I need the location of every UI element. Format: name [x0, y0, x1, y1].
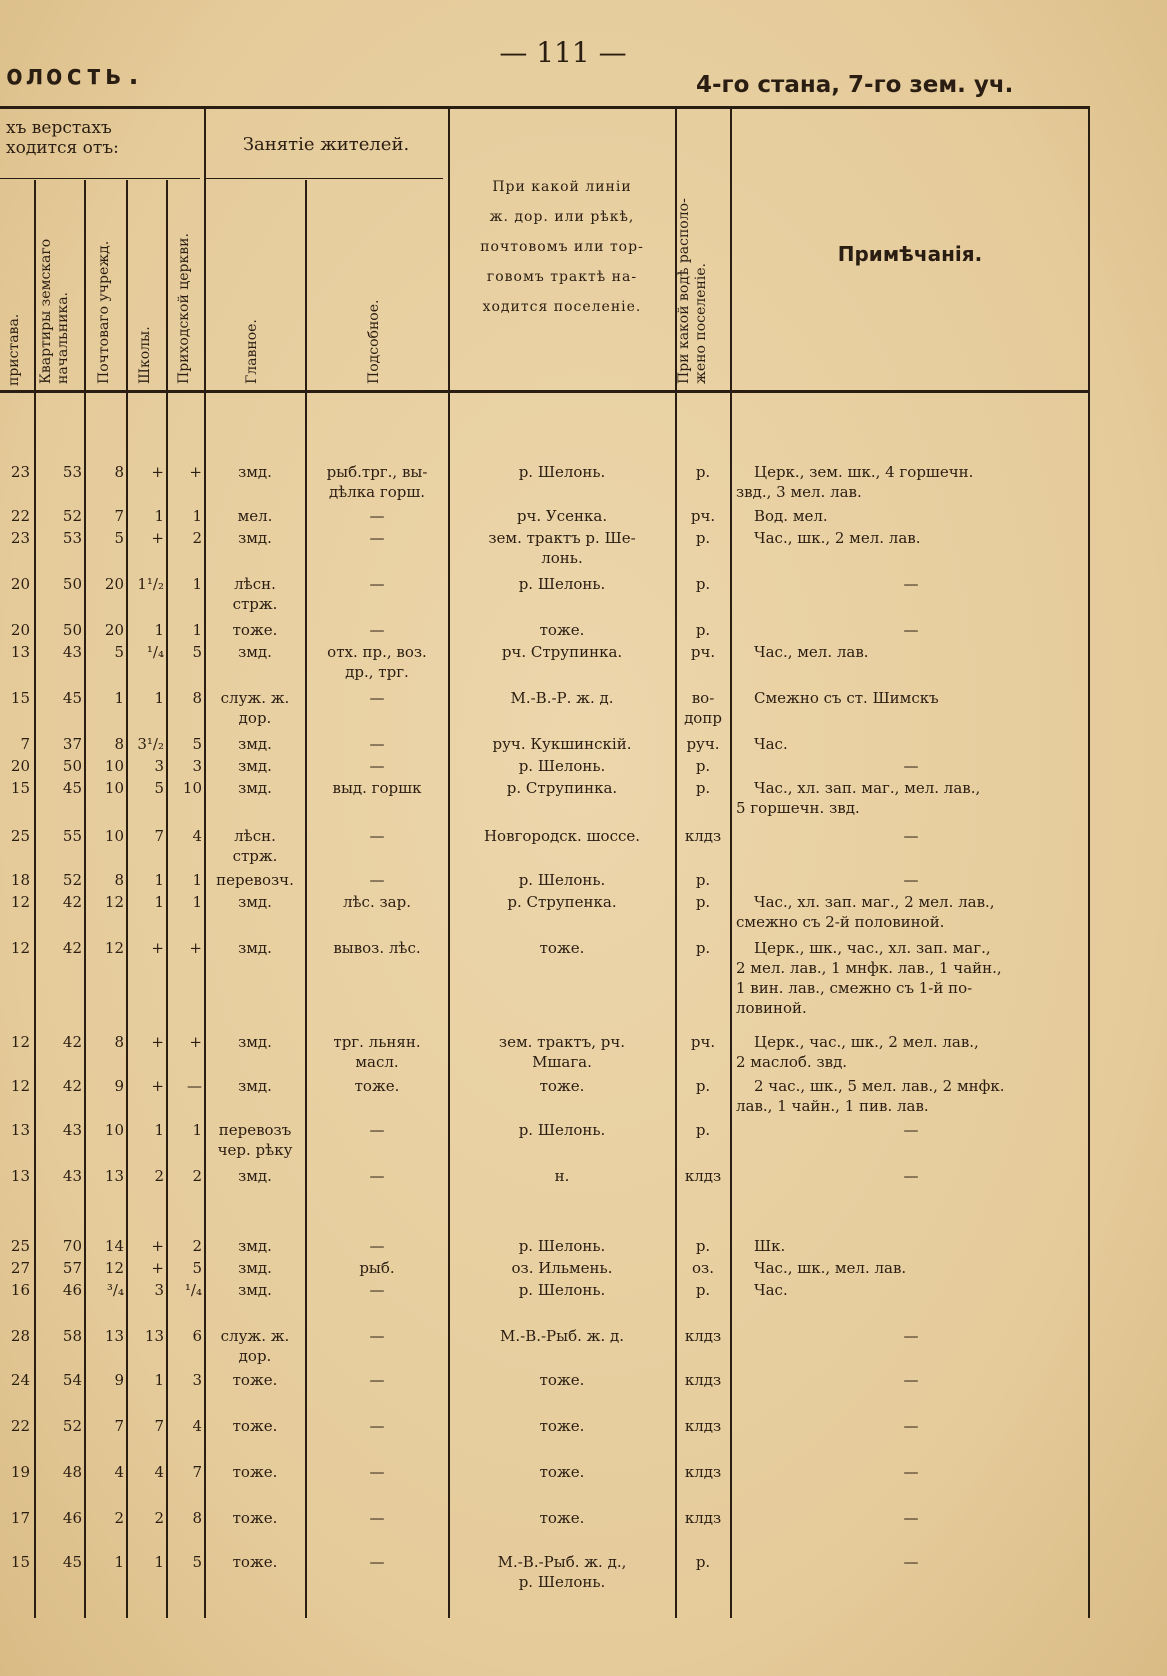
cell-school: 3: [154, 757, 164, 775]
cell-main-occupation: перевозъ чер. рѣку: [217, 1121, 293, 1159]
cell-post: 8: [114, 735, 124, 753]
cell-church: 1: [192, 621, 202, 639]
cell-pristava: 23: [10, 529, 30, 547]
cell-zemsky: 48: [62, 1463, 82, 1481]
cell-location: р. Шелонь.: [518, 871, 606, 889]
cell-zemsky: 46: [62, 1281, 82, 1299]
cell-location: р. Струпенка.: [507, 893, 617, 911]
cell-zemsky: 50: [62, 621, 82, 639]
cell-church: 4: [192, 1417, 202, 1435]
cell-location: рч. Усенка.: [516, 507, 608, 525]
cell-post: 14: [104, 1237, 124, 1255]
col-header-pristava: пристава.: [6, 313, 22, 386]
cell-church: +: [189, 463, 202, 481]
cell-pristava: 24: [10, 1371, 30, 1389]
cell-school: +: [151, 529, 164, 547]
cell-aux-occupation: —: [369, 575, 385, 593]
cell-water: р.: [695, 529, 711, 547]
header-bottom-rule: [0, 390, 1090, 393]
cell-aux-occupation: тоже.: [354, 1077, 400, 1095]
page-number: — 111 —: [499, 36, 627, 69]
cell-location: р. Шелонь.: [518, 575, 606, 593]
cell-church: 2: [192, 1237, 202, 1255]
cell-water: клдз: [684, 827, 722, 845]
distance-group-header: хъ верстахъ ходится отъ:: [6, 118, 119, 159]
cell-zemsky: 45: [62, 689, 82, 707]
col-header-church: Приходской церкви.: [176, 233, 192, 384]
cell-church: 5: [192, 643, 202, 661]
cell-pristava: 12: [10, 939, 30, 957]
occupation-group-header: Занятіе жителей.: [242, 134, 410, 155]
cell-main-occupation: тоже.: [232, 1553, 278, 1571]
cell-church: 5: [192, 1259, 202, 1277]
cell-post: 1: [114, 1553, 124, 1571]
cell-water: р.: [695, 939, 711, 957]
cell-notes: —: [903, 575, 919, 593]
cell-church: 2: [192, 529, 202, 547]
cell-post: 10: [104, 779, 124, 797]
cell-main-occupation: змд.: [238, 1259, 272, 1277]
cell-water: р.: [695, 463, 711, 481]
cell-notes: Шк.: [754, 1237, 786, 1255]
cell-water: клдз: [684, 1327, 722, 1345]
cell-notes: —: [903, 1509, 919, 1527]
cell-school: 2: [154, 1509, 164, 1527]
cell-location: оз. Ильмень.: [511, 1259, 613, 1277]
cell-aux-occupation: —: [369, 1371, 385, 1389]
cell-water: р.: [695, 1121, 711, 1139]
cell-school: 1: [154, 689, 164, 707]
cell-zemsky: 50: [62, 575, 82, 593]
cell-zemsky: 58: [62, 1327, 82, 1345]
cell-church: 8: [192, 689, 202, 707]
cell-aux-occupation: —: [369, 529, 385, 547]
cell-water: р.: [695, 779, 711, 797]
cell-post: 8: [114, 463, 124, 481]
cell-school: 1: [154, 871, 164, 889]
cell-church: 1: [192, 893, 202, 911]
cell-pristava: 22: [10, 1417, 30, 1435]
cell-zemsky: 43: [62, 643, 82, 661]
cell-main-occupation: служ. ж. дор.: [220, 689, 290, 727]
cell-zemsky: 57: [62, 1259, 82, 1277]
cell-main-occupation: змд.: [238, 1077, 272, 1095]
cell-notes: Церк., шк., час., хл. зап. маг., 2 мел. лав., 1 мнфк. лав., 1 чайн., 1 вин. лав., смежно съ 1-й по- ловиной.: [736, 939, 1002, 1017]
cell-church: 1: [192, 1121, 202, 1139]
cell-zemsky: 54: [62, 1371, 82, 1389]
cell-aux-occupation: —: [369, 689, 385, 707]
cell-school: +: [151, 1077, 164, 1095]
cell-zemsky: 52: [62, 507, 82, 525]
cell-zemsky: 42: [62, 939, 82, 957]
cell-location: тоже.: [539, 1077, 585, 1095]
cell-aux-occupation: —: [369, 1463, 385, 1481]
cell-post: 12: [104, 939, 124, 957]
cell-water: р.: [695, 757, 711, 775]
cell-water: р.: [695, 1281, 711, 1299]
cell-main-occupation: тоже.: [232, 1463, 278, 1481]
cell-water: р.: [695, 1553, 711, 1571]
cell-zemsky: 53: [62, 529, 82, 547]
cell-location: М.-В.-Рыб. ж. д.: [500, 1327, 624, 1345]
cell-school: +: [151, 1033, 164, 1051]
distance-group-rule: [0, 178, 200, 179]
cell-zemsky: 45: [62, 779, 82, 797]
cell-aux-occupation: —: [369, 507, 385, 525]
cell-notes: —: [903, 1463, 919, 1481]
cell-post: 20: [104, 575, 124, 593]
cell-school: 5: [154, 779, 164, 797]
cell-location: рч. Струпинка.: [501, 643, 623, 661]
cell-aux-occupation: вывоз. лѣс.: [333, 939, 421, 957]
cell-main-occupation: змд.: [238, 1237, 272, 1255]
col-header-post: Почтоваго учрежд.: [96, 240, 112, 384]
cell-notes: Вод. мел.: [754, 507, 828, 525]
cell-pristava: 25: [10, 1237, 30, 1255]
cell-notes: —: [903, 1327, 919, 1345]
cell-main-occupation: змд.: [238, 643, 272, 661]
cell-aux-occupation: —: [369, 871, 385, 889]
cell-post: 8: [114, 1033, 124, 1051]
cell-main-occupation: змд.: [238, 939, 272, 957]
cell-school: 2: [154, 1167, 164, 1185]
cell-location: р. Шелонь.: [518, 1121, 606, 1139]
cell-pristava: 22: [10, 507, 30, 525]
cell-pristava: 15: [10, 779, 30, 797]
cell-main-occupation: тоже.: [232, 1371, 278, 1389]
cell-location: р. Шелонь.: [518, 757, 606, 775]
cell-pristava: 16: [10, 1281, 30, 1299]
cell-church: 1: [192, 507, 202, 525]
cell-main-occupation: мел.: [237, 507, 273, 525]
cell-notes: Церк., зем. шк., 4 горшечн. звд., 3 мел. лав.: [736, 463, 974, 501]
cell-post: 7: [114, 1417, 124, 1435]
cell-notes: Час., мел. лав.: [754, 643, 869, 661]
col-header-notes: Примѣчанія.: [837, 242, 983, 266]
cell-main-occupation: змд.: [238, 1281, 272, 1299]
cell-location: н.: [554, 1167, 570, 1185]
cell-aux-occupation: выд. горшк: [332, 779, 422, 797]
cell-main-occupation: лѣсн. стрж.: [232, 575, 278, 613]
cell-notes: 2 час., шк., 5 мел. лав., 2 мнфк. лав., 1 чайн., 1 пив. лав.: [736, 1077, 1005, 1115]
cell-post: 1: [114, 689, 124, 707]
cell-pristava: 13: [10, 643, 30, 661]
cell-aux-occupation: —: [369, 1327, 385, 1345]
cell-zemsky: 43: [62, 1121, 82, 1139]
col-header-water: При какой водѣ располо- жено поселеніе.: [676, 198, 709, 384]
cell-water: р.: [695, 1077, 711, 1095]
col-divider: [730, 108, 732, 1618]
cell-school: 1¹/₂: [137, 575, 164, 593]
cell-pristava: 25: [10, 827, 30, 845]
cell-notes: —: [903, 757, 919, 775]
cell-notes: —: [903, 1553, 919, 1571]
cell-water: рч.: [690, 1033, 716, 1051]
cell-water: руч.: [686, 735, 720, 753]
cell-water: клдз: [684, 1167, 722, 1185]
cell-water: р.: [695, 1237, 711, 1255]
cell-post: 10: [104, 757, 124, 775]
cell-post: 9: [114, 1077, 124, 1095]
cell-post: 2: [114, 1509, 124, 1527]
cell-location: Новгородск. шоссе.: [483, 827, 641, 845]
cell-location: руч. Кукшинскій.: [492, 735, 632, 753]
cell-post: 12: [104, 1259, 124, 1277]
cell-church: —: [187, 1077, 202, 1095]
cell-water: клдз: [684, 1509, 722, 1527]
cell-post: 13: [104, 1167, 124, 1185]
cell-pristava: 20: [10, 621, 30, 639]
cell-water: во- допр: [684, 689, 722, 727]
cell-post: 10: [104, 1121, 124, 1139]
cell-zemsky: 53: [62, 463, 82, 481]
cell-pristava: 7: [20, 735, 30, 753]
cell-water: р.: [695, 871, 711, 889]
cell-church: +: [189, 939, 202, 957]
cell-notes: —: [903, 1121, 919, 1139]
cell-water: рч.: [690, 643, 716, 661]
cell-church: 3: [192, 757, 202, 775]
cell-water: р.: [695, 621, 711, 639]
cell-school: 1: [154, 621, 164, 639]
cell-pristava: 20: [10, 757, 30, 775]
cell-church: 7: [192, 1463, 202, 1481]
cell-notes: Час.: [754, 735, 788, 753]
cell-water: рч.: [690, 507, 716, 525]
cell-zemsky: 70: [62, 1237, 82, 1255]
cell-pristava: 15: [10, 1553, 30, 1571]
cell-water: оз.: [692, 1259, 714, 1277]
cell-church: 5: [192, 735, 202, 753]
cell-aux-occupation: лѣс. зар.: [342, 893, 411, 911]
cell-main-occupation: змд.: [238, 463, 272, 481]
cell-school: 1: [154, 1371, 164, 1389]
cell-school: 4: [154, 1463, 164, 1481]
cell-pristava: 13: [10, 1121, 30, 1139]
cell-notes: —: [903, 1417, 919, 1435]
col-header-line: При какой линіи ж. дор. или рѣкѣ, почтовомъ или тор- говомъ трактѣ на- ходится поселеніе.: [480, 179, 644, 315]
cell-notes: —: [903, 827, 919, 845]
col-divider: [448, 108, 450, 1618]
cell-location: р. Шелонь.: [518, 463, 606, 481]
cell-pristava: 19: [10, 1463, 30, 1481]
cell-pristava: 28: [10, 1327, 30, 1345]
cell-main-occupation: змд.: [238, 757, 272, 775]
cell-church: 8: [192, 1509, 202, 1527]
cell-notes: Час.: [754, 1281, 788, 1299]
col-header-zemsky: Квартиры земскаго начальника.: [38, 238, 71, 384]
cell-main-occupation: тоже.: [232, 1417, 278, 1435]
cell-post: 12: [104, 893, 124, 911]
cell-church: 4: [192, 827, 202, 845]
cell-water: клдз: [684, 1371, 722, 1389]
cell-post: 8: [114, 871, 124, 889]
cell-aux-occupation: рыб.трг., вы- дѣлка горш.: [326, 463, 428, 501]
cell-school: +: [151, 1259, 164, 1277]
cell-school: 1: [154, 507, 164, 525]
cell-aux-occupation: —: [369, 735, 385, 753]
cell-water: клдз: [684, 1417, 722, 1435]
cell-school: 1: [154, 893, 164, 911]
cell-post: ³/₄: [106, 1281, 124, 1299]
page-right-title: 4-го стана, 7-го зем. уч.: [696, 72, 1014, 98]
col-header-school: Школы.: [137, 326, 153, 384]
cell-church: 6: [192, 1327, 202, 1345]
cell-main-occupation: змд.: [238, 529, 272, 547]
cell-pristava: 12: [10, 1077, 30, 1095]
cell-notes: Час., хл. зап. маг., 2 мел. лав., смежно съ 2-й половиной.: [736, 893, 995, 931]
cell-zemsky: 45: [62, 1553, 82, 1571]
cell-aux-occupation: отх. пр., воз. др., трг.: [327, 643, 427, 681]
cell-aux-occupation: —: [369, 1509, 385, 1527]
cell-church: ¹/₄: [184, 1281, 202, 1299]
cell-school: 7: [154, 1417, 164, 1435]
cell-pristava: 15: [10, 689, 30, 707]
top-rule: [0, 106, 1090, 109]
cell-pristava: 20: [10, 575, 30, 593]
cell-school: 7: [154, 827, 164, 845]
cell-zemsky: 42: [62, 1033, 82, 1051]
cell-church: +: [189, 1033, 202, 1051]
cell-pristava: 17: [10, 1509, 30, 1527]
occupation-group-rule: [205, 178, 443, 179]
cell-main-occupation: тоже.: [232, 621, 278, 639]
cell-location: М.-В.-Рыб. ж. д., р. Шелонь.: [497, 1553, 627, 1591]
cell-zemsky: 46: [62, 1509, 82, 1527]
cell-aux-occupation: —: [369, 1237, 385, 1255]
cell-water: клдз: [684, 1463, 722, 1481]
cell-school: +: [151, 1237, 164, 1255]
cell-location: М.-В.-Р. ж. д.: [510, 689, 614, 707]
cell-aux-occupation: —: [369, 1281, 385, 1299]
cell-post: 5: [114, 643, 124, 661]
cell-zemsky: 52: [62, 871, 82, 889]
cell-church: 1: [192, 871, 202, 889]
cell-main-occupation: змд.: [238, 893, 272, 911]
cell-notes: Смежно съ ст. Шимскъ: [754, 689, 939, 707]
cell-notes: Час., шк., 2 мел. лав.: [754, 529, 921, 547]
cell-zemsky: 52: [62, 1417, 82, 1435]
cell-aux-occupation: —: [369, 757, 385, 775]
col-header-main: Главное.: [244, 319, 260, 384]
cell-zemsky: 43: [62, 1167, 82, 1185]
cell-zemsky: 42: [62, 1077, 82, 1095]
cell-notes: —: [903, 1371, 919, 1389]
cell-main-occupation: змд.: [238, 779, 272, 797]
cell-aux-occupation: рыб.: [359, 1259, 395, 1277]
cell-location: тоже.: [539, 1417, 585, 1435]
cell-church: 3: [192, 1371, 202, 1389]
cell-church: 10: [182, 779, 202, 797]
cell-post: 4: [114, 1463, 124, 1481]
cell-water: р.: [695, 575, 711, 593]
cell-post: 9: [114, 1371, 124, 1389]
cell-zemsky: 42: [62, 893, 82, 911]
cell-notes: Церк., час., шк., 2 мел. лав., 2 маслоб. звд.: [736, 1033, 979, 1071]
page-left-title: олость.: [6, 58, 146, 91]
cell-church: 5: [192, 1553, 202, 1571]
cell-aux-occupation: трг. льнян. масл.: [333, 1033, 421, 1071]
cell-school: 13: [144, 1327, 164, 1345]
cell-water: р.: [695, 893, 711, 911]
cell-post: 10: [104, 827, 124, 845]
cell-church: 2: [192, 1167, 202, 1185]
cell-location: зем. трактъ р. Ше- лонь.: [488, 529, 636, 567]
cell-notes: —: [903, 1167, 919, 1185]
cell-church: 1: [192, 575, 202, 593]
cell-location: зем. трактъ, рч. Мшага.: [498, 1033, 626, 1071]
cell-zemsky: 50: [62, 757, 82, 775]
cell-pristava: 12: [10, 1033, 30, 1051]
cell-aux-occupation: —: [369, 1121, 385, 1139]
cell-aux-occupation: —: [369, 1167, 385, 1185]
cell-school: ¹/₄: [146, 643, 164, 661]
cell-school: 1: [154, 1121, 164, 1139]
cell-zemsky: 55: [62, 827, 82, 845]
cell-post: 13: [104, 1327, 124, 1345]
col-divider: [1088, 108, 1090, 1618]
cell-notes: Час., шк., мел. лав.: [754, 1259, 907, 1277]
cell-pristava: 13: [10, 1167, 30, 1185]
cell-main-occupation: лѣсн. стрж.: [232, 827, 278, 865]
cell-aux-occupation: —: [369, 621, 385, 639]
cell-notes: Час., хл. зап. маг., мел. лав., 5 горшечн. звд.: [736, 779, 981, 817]
cell-zemsky: 37: [62, 735, 82, 753]
cell-main-occupation: змд.: [238, 735, 272, 753]
cell-pristava: 12: [10, 893, 30, 911]
cell-main-occupation: служ. ж. дор.: [220, 1327, 290, 1365]
cell-location: тоже.: [539, 621, 585, 639]
cell-location: тоже.: [539, 1509, 585, 1527]
cell-school: 3: [154, 1281, 164, 1299]
cell-school: +: [151, 463, 164, 481]
cell-location: тоже.: [539, 1463, 585, 1481]
col-header-aux: Подсобное.: [366, 299, 382, 384]
cell-main-occupation: тоже.: [232, 1509, 278, 1527]
cell-post: 5: [114, 529, 124, 547]
cell-main-occupation: перевозч.: [216, 871, 294, 889]
cell-notes: —: [903, 621, 919, 639]
cell-pristava: 18: [10, 871, 30, 889]
cell-aux-occupation: —: [369, 1553, 385, 1571]
cell-pristava: 23: [10, 463, 30, 481]
cell-location: р. Струпинка.: [506, 779, 618, 797]
cell-notes: —: [903, 871, 919, 889]
cell-school: 3¹/₂: [137, 735, 164, 753]
cell-location: р. Шелонь.: [518, 1281, 606, 1299]
cell-school: +: [151, 939, 164, 957]
cell-location: тоже.: [539, 939, 585, 957]
cell-school: 1: [154, 1553, 164, 1571]
cell-pristava: 27: [10, 1259, 30, 1277]
cell-main-occupation: змд.: [238, 1167, 272, 1185]
cell-location: р. Шелонь.: [518, 1237, 606, 1255]
cell-aux-occupation: —: [369, 827, 385, 845]
cell-main-occupation: змд.: [238, 1033, 272, 1051]
cell-post: 20: [104, 621, 124, 639]
cell-post: 7: [114, 507, 124, 525]
cell-location: тоже.: [539, 1371, 585, 1389]
cell-aux-occupation: —: [369, 1417, 385, 1435]
